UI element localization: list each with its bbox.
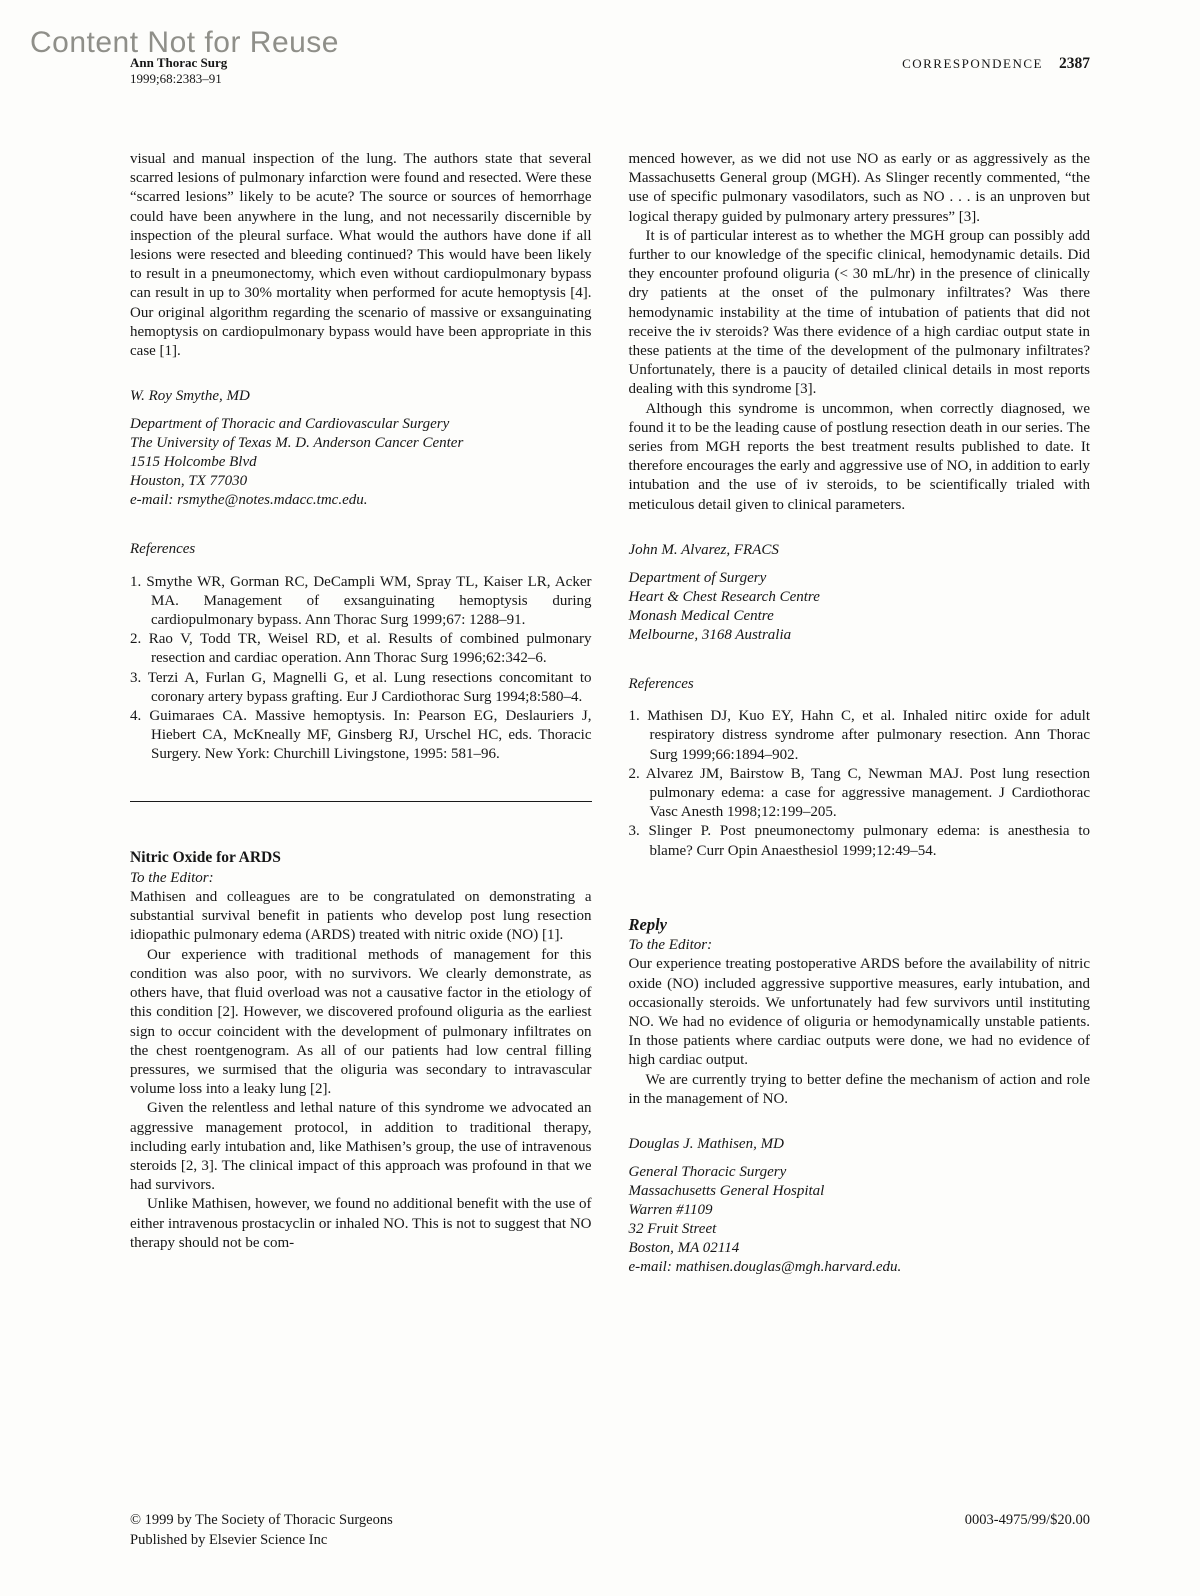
letter-body-paragraph: Although this syndrome is uncommon, when correctly diagnosed, we found it to be the leading cause of postlung resection death in our series. The series from MGH reports the best treatment results published to date. It therefore encourages the early and aggressive use of NO, in addition to early intubation and the use of iv steroids, to be scientifically trialed with meticulous detail given to clinical parameters. (628, 400, 1090, 513)
letter-body-paragraph: It is of particular interest as to whether the MGH group can possibly add further to our knowledge of the specific clinical, hemodynamic details. Did they encounter profound oliguria (< 30 mL/hr) in the presence of clinically dry patients at the onset of the pulmonary infiltrates? Was there hemodynamic instability at the time of intubation of patients that did not receive the iv steroids? Was there evidence of a high cardiac output state in these patients at the time of the development of the pulmonary infiltrates? Unfortunately, there is a paucity of detailed clinical details in most reports dealing with this syndrome [3]. (628, 227, 1090, 398)
journal-citation: 1999;68:2383–91 (130, 71, 222, 86)
right-column (629, 150, 1091, 1277)
author-signature: W. Roy Smythe, MD (130, 388, 250, 405)
reply-title: Reply (628, 914, 667, 934)
letter-body-paragraph: Unlike Mathisen, however, we found no additional benefit with the use of either intravenous prostacyclin or inhaled NO. This is not to suggest that NO therapy should not be com- (130, 1196, 592, 1251)
address-line: Department of Surgery (628, 570, 767, 587)
copyright-block (130, 1511, 393, 1550)
references-list (629, 707, 1091, 861)
letter-body-paragraph: We are currently trying to better define the mechanism of action and role in the management of NO. (628, 1071, 1090, 1107)
journal-name: Ann Thorac Surg (130, 55, 228, 70)
page-number: 2387 (1059, 55, 1090, 72)
letter-body-paragraph: menced however, as we did not use NO as early or as aggressively as the Massachusetts General group (MGH). As Slinger recently commented, “the use of specific pulmonary vasodilators, such as NO . . . is an unproven but logical therapy guided by pulmonary artery pressures” [3]. (628, 151, 1090, 225)
letter-body-paragraph: Our experience treating postoperative ARDS before the availability of nitric oxide (NO) included aggressive supportive measures, early intubation, and occasionally steroids. We unfortunately had few survivors until instituting NO. We had no evidence of oliguria or hemodynamically unstable patients. In those patients where cardiac outputs were done, we had no evidence of high cardiac output. (628, 956, 1090, 1069)
references-heading: References (628, 676, 694, 693)
address-line: Monash Medical Centre (628, 608, 774, 625)
page-footer (130, 1511, 1090, 1550)
author-signature: John M. Alvarez, FRACS (628, 541, 779, 558)
address-line: Melbourne, 3168 Australia (628, 627, 792, 644)
author-address (629, 569, 1091, 645)
not-for-reuse-watermark: Content Not for Reuse (30, 26, 339, 59)
address-line: Massachusetts General Hospital (628, 1183, 825, 1200)
salutation: To the Editor: (628, 937, 713, 954)
left-column (130, 150, 592, 1277)
address-line: General Thoracic Surgery (628, 1164, 787, 1181)
reference-item: Guimaraes CA. Massive hemoptysis. In: Pearson EG, Deslauriers J, Hiebert CA, McKneally MF, Ginsberg RJ, Urschel HC, eds. Thoracic Surgery. New York: Churchill Livingstone, 1995: 581–96. (149, 708, 592, 763)
journal-info (130, 55, 227, 87)
references-list (130, 573, 592, 765)
reference-item: Rao V, Todd TR, Weisel RD, et al. Results of combined pulmonary resection and cardiac operation. Ann Thorac Surg 1996;62:342–6. (148, 631, 592, 667)
two-column-body (130, 150, 1090, 1277)
address-line: Warren #1109 (628, 1202, 713, 1219)
page-header (130, 55, 1090, 87)
letter-title: Nitric Oxide for ARDS (130, 848, 281, 866)
address-line: Department of Thoracic and Cardiovascular Surgery (130, 416, 450, 433)
reference-item: Smythe WR, Gorman RC, DeCampli WM, Spray TL, Kaiser LR, Acker MA. Management of exsanguinating hemoptysis during cardiopulmonary bypass. Ann Thorac Surg 1999;67: 1288–91. (146, 573, 592, 629)
letter-body-paragraph: Mathisen and colleagues are to be congratulated on demonstrating a substantial survival benefit in patients who develop post lung resection idiopathic pulmonary edema (ARDS) treated with nitric oxide (NO) [1]. (130, 889, 592, 944)
address-line: e-mail: rsmythe@notes.mdacc.tmc.edu. (130, 492, 368, 509)
address-line: 1515 Holcombe Blvd (130, 454, 257, 471)
letter-body-paragraph: Our experience with traditional methods of management for this condition was also poor, with no survivors. We clearly demonstrate, as others have, that fluid overload was not a causative factor in the etiology of this condition [2]. However, we discovered profound oliguria as the earliest sign to occur coincident with the development of pulmonary infiltrates on the chest roentgenogram. As all of our patients had low central filling pressures, we surmised that the oliguria was secondary to intravascular volume loss into a leaky lung [2]. (130, 946, 592, 1098)
letter-divider (130, 801, 592, 802)
running-head (902, 55, 1090, 73)
address-line: e-mail: mathisen.douglas@mgh.harvard.edu. (628, 1259, 902, 1276)
publisher-line: Published by Elsevier Science Inc (130, 1531, 328, 1548)
address-line: 32 Fruit Street (628, 1221, 717, 1238)
references-heading: References (130, 541, 196, 558)
reference-item: Terzi A, Furlan G, Magnelli G, et al. Lung resections concomitant to coronary artery bypass grafting. Eur J Cardiothorac Surg 1994;8:580–4. (147, 669, 592, 705)
price-code: 0003-4975/99/$20.00 (964, 1512, 1090, 1528)
author-signature: Douglas J. Mathisen, MD (628, 1135, 784, 1152)
letter-body-paragraph: visual and manual inspection of the lung. The authors state that several scarred lesions of pulmonary infarction were found and resected. Were these “scarred lesions” likely to be acute? The source or sources of hemorrhage could have been anywhere in the lung, and not necessarily discernible by inspection of the pleural surface. What would the authors have done if all lesions were resected and bleeding continued? This would have been likely to result in a pneumonectomy, which even without cardiopulmonary bypass can result in up to 30% mortality when performed for acute hemoptysis [4]. Our original algorithm regarding the scenario of massive or exsanguinating hemoptysis on cardiopulmonary bypass would have been appropriate in this case [1]. (130, 151, 592, 360)
copyright-line: © 1999 by The Society of Thoracic Surgeons (130, 1512, 393, 1528)
author-address (130, 415, 592, 510)
address-line: Boston, MA 02114 (628, 1240, 740, 1257)
reference-item: Mathisen DJ, Kuo EY, Hahn C, et al. Inhaled nitirc oxide for adult respiratory distress syndrome after pulmonary resection. Ann Thorac Surg 1999;66:1894–902. (647, 708, 1090, 763)
section-title: CORRESPONDENCE (902, 56, 1043, 71)
reference-item: Slinger P. Post pneumonectomy pulmonary edema: is anesthesia to blame? Curr Opin Anaesthesiol 1999;12:49–54. (648, 823, 1091, 859)
letter-body-paragraph: Given the relentless and lethal nature of this syndrome we advocated an aggressive management protocol, in addition to traditional therapy, including early intubation and, like Mathisen’s group, the use of intravenous steroids [2, 3]. The clinical impact of this approach was profound in that we had survivors. (130, 1100, 592, 1194)
address-line: The University of Texas M. D. Anderson Cancer Center (130, 435, 464, 452)
address-line: Houston, TX 77030 (130, 473, 248, 490)
author-address (629, 1163, 1091, 1277)
reference-item: Alvarez JM, Bairstow B, Tang C, Newman MAJ. Post lung resection pulmonary edema: a case for aggressive management. J Cardiothorac Vasc Anesth 1998;12:199–205. (645, 765, 1090, 821)
salutation: To the Editor: (130, 869, 214, 886)
address-line: Heart & Chest Research Centre (628, 589, 820, 606)
